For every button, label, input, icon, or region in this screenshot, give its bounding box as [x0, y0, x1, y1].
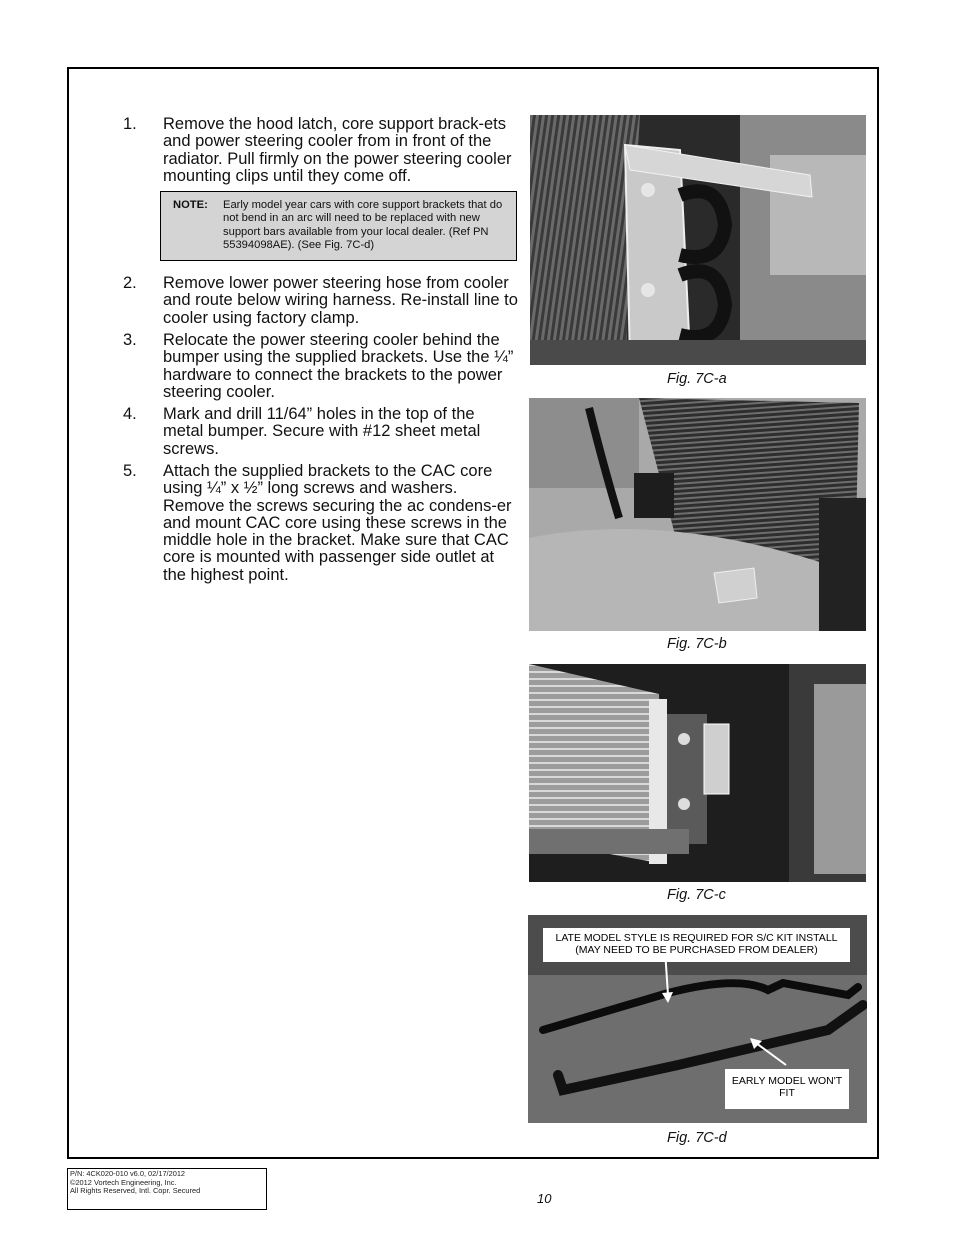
- footer-copyright: ©2012 Vortech Engineering, Inc.: [70, 1177, 177, 1187]
- footer-part-info: [67, 1168, 267, 1210]
- footer-rights: All Rights Reserved, Intl. Copr. Secured: [70, 1186, 201, 1196]
- step-text: Remove the hood latch, core support brack-ets and power steering cooler from in front of the radiator. Pull firmly on the power steering cooler mounting clips until they come off.: [163, 115, 512, 185]
- footer-part-number: P/N: 4CK020-010 v6.0, 02/17/2012: [70, 1169, 186, 1178]
- figure-7c-b-photo: [529, 398, 866, 631]
- step-text: Remove lower power steering hose from cooler and route below wiring harness. Re-install line to cooler using factory clamp.: [163, 274, 518, 327]
- note-label: NOTE:: [173, 199, 208, 211]
- figure-7c-c-photo: [529, 664, 866, 882]
- step-text: Relocate the power steering cooler behind the bumper using the supplied brackets. Use the ¼” hardware to connect the brackets to the power steering cooler.: [163, 331, 514, 401]
- note-text: Early model year cars with core support brackets that do not bend in an arc will need to be replaced with new support bars available from your local dealer. (Ref PN 55394098AE). (See Fig. 7C-d): [223, 199, 503, 252]
- figure-caption: Fig. 7C-b: [667, 636, 727, 652]
- callout-late-model: LATE MODEL STYLE IS REQUIRED FOR S/C KIT INSTALL (MAY NEED TO BE PURCHASED FROM DEALER): [543, 928, 850, 962]
- step-number: 1.: [123, 115, 137, 133]
- note-box: [160, 191, 517, 261]
- step-number: 2.: [123, 274, 137, 292]
- figure-caption: Fig. 7C-c: [667, 887, 726, 903]
- figure-caption: Fig. 7C-d: [667, 1130, 727, 1146]
- step-number: 3.: [123, 331, 137, 349]
- step-number: 5.: [123, 462, 137, 480]
- page-number: 10: [537, 1191, 552, 1206]
- figure-caption: Fig. 7C-a: [667, 371, 727, 387]
- step-number: 4.: [123, 405, 137, 423]
- callout-early-model: EARLY MODEL WON'T FIT: [725, 1069, 849, 1109]
- step-text: Attach the supplied brackets to the CAC core using ¼” x ½” long screws and washers. Remove the screws securing the ac condens-er and mount CAC core using these screws in the middle hole in the bracket. Make sure that CAC core is mounted with passenger side outlet at the highest point.: [163, 462, 512, 584]
- figure-7c-d-photo: [528, 915, 867, 1123]
- figure-7c-a-photo: [530, 115, 866, 365]
- step-text: Mark and drill 11/64” holes in the top of the metal bumper. Secure with #12 sheet metal screws.: [163, 405, 481, 458]
